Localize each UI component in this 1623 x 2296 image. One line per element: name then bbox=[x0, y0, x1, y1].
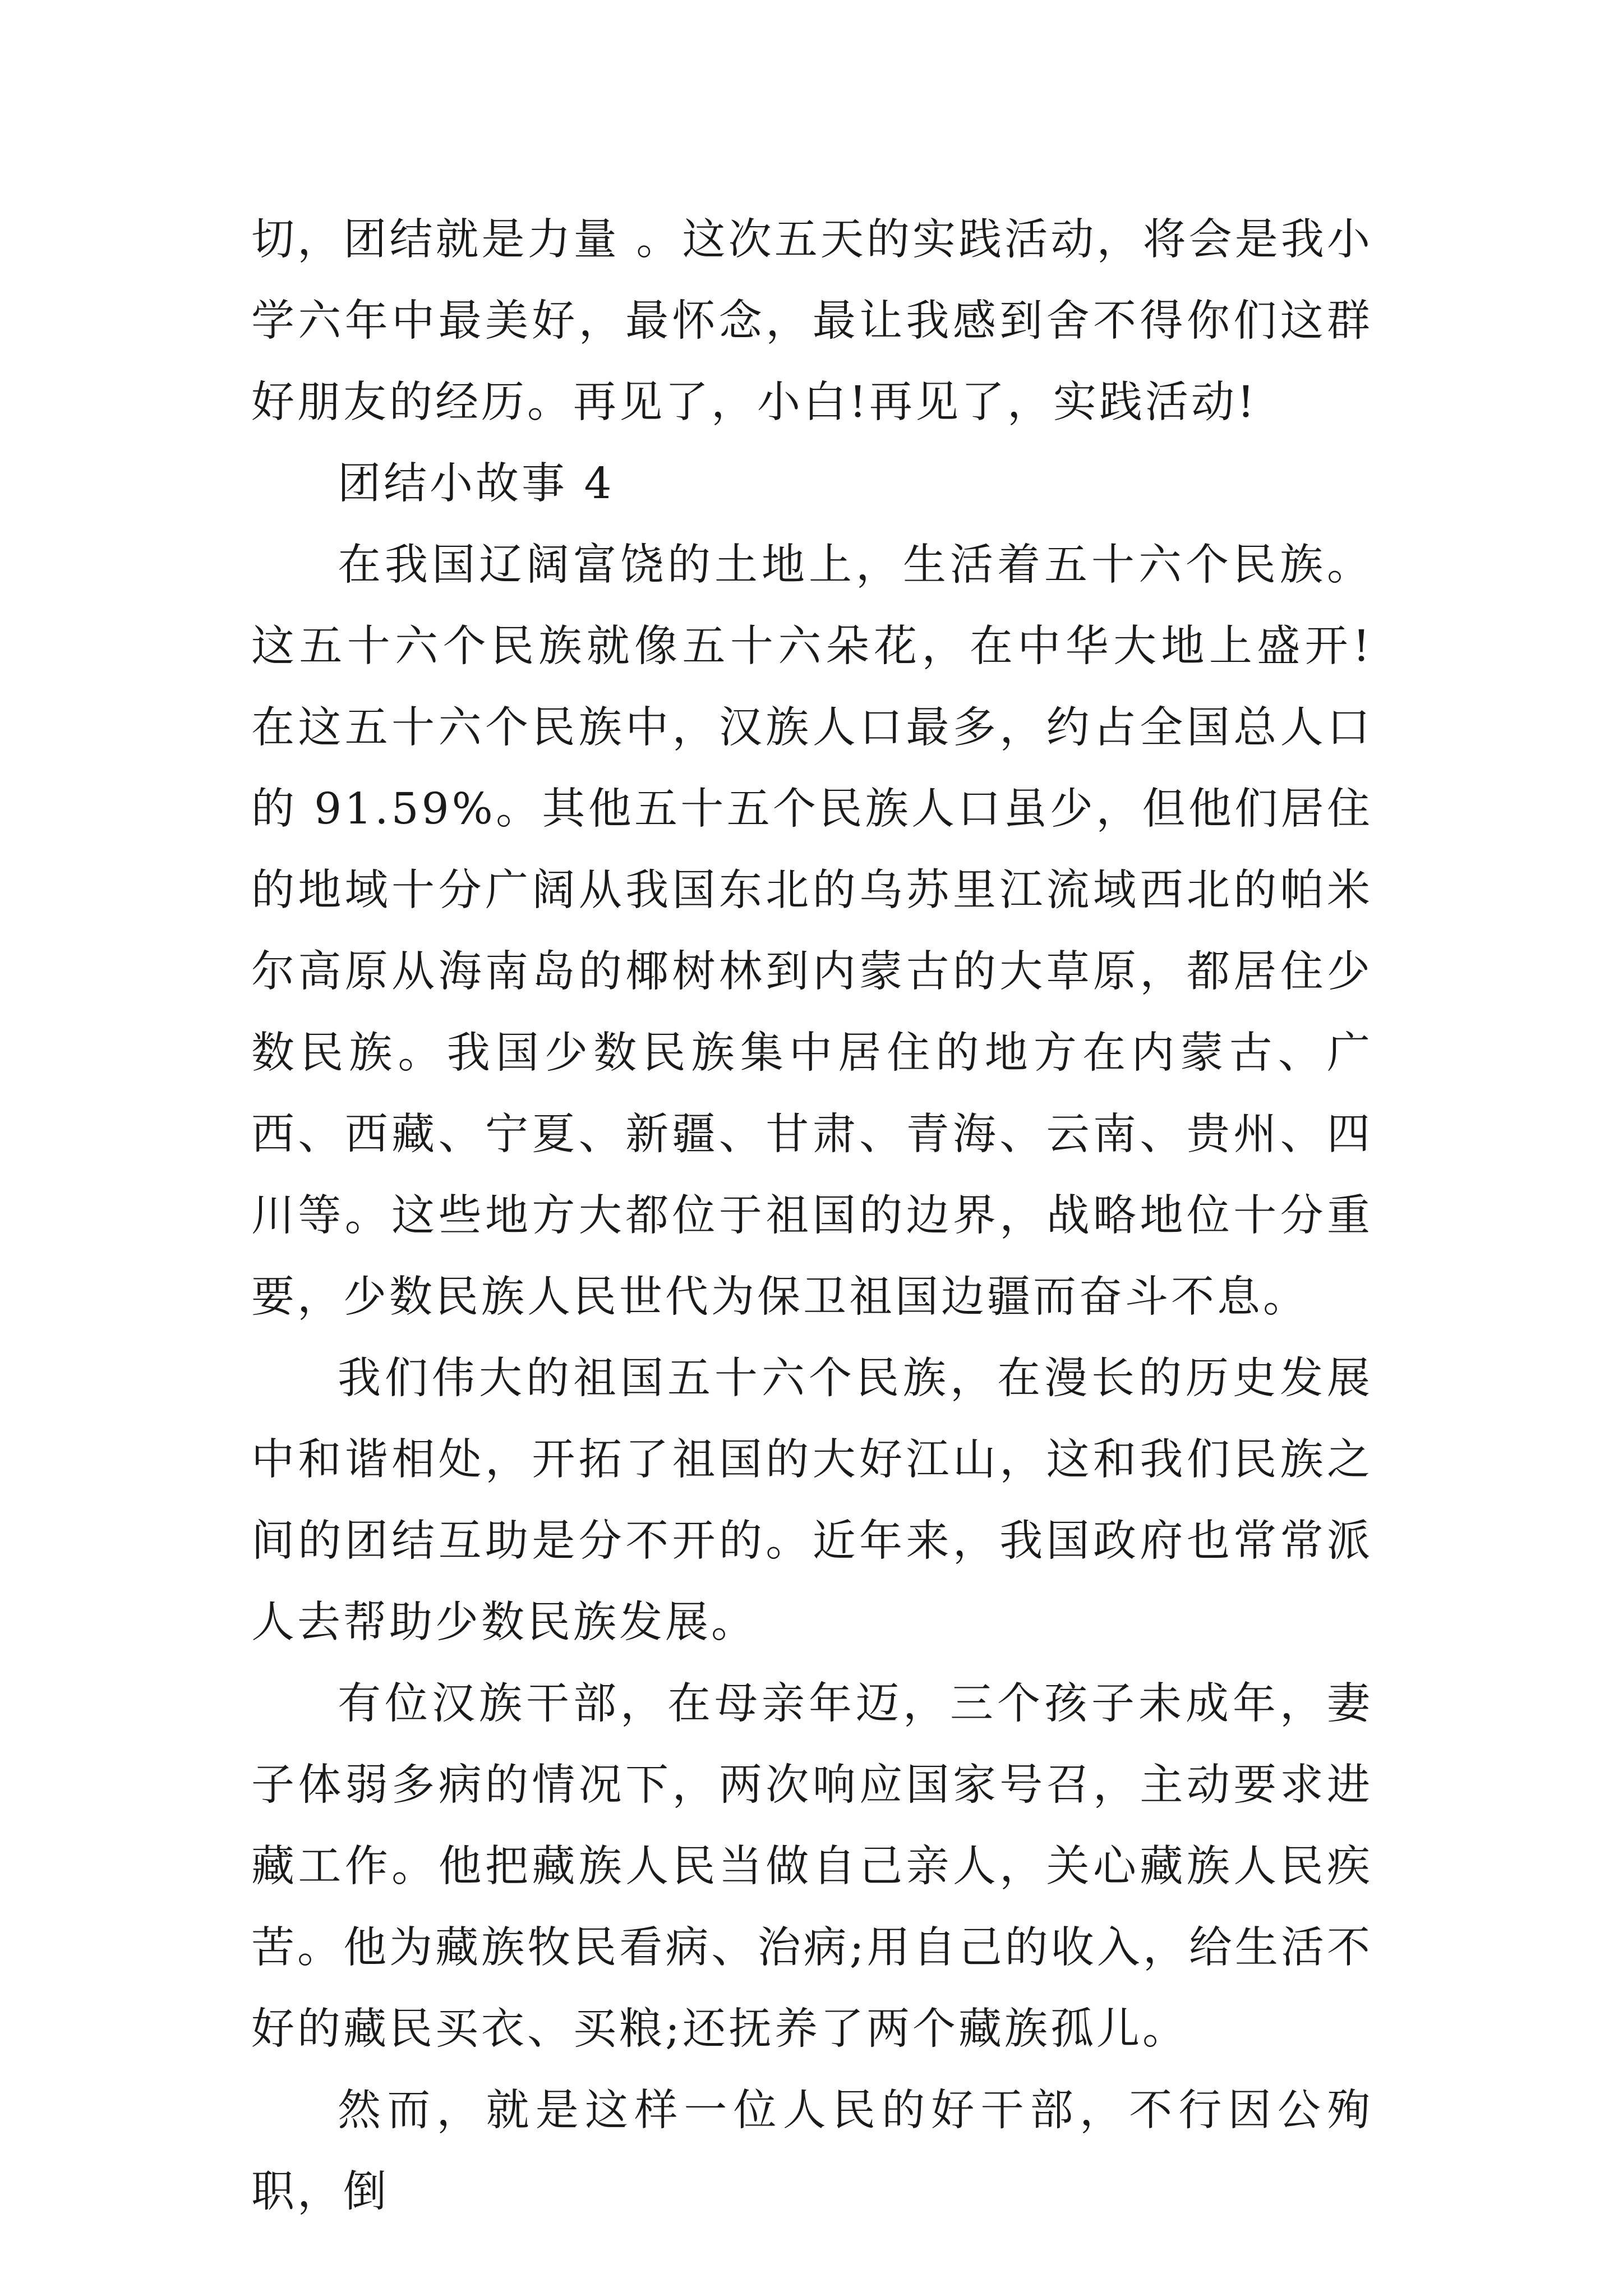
paragraph-cadre: 有位汉族干部，在母亲年迈，三个孩子未成年，妻子体弱多病的情况下，两次响应国家号召，主动要求进藏工作。他把藏族人民当做自己亲人，关心藏族人民疾苦。他为藏族牧民看病、治病;用自己的收入，给生活不好的藏民买衣、买粮;还抚养了两个藏族孤儿。 bbox=[251, 1679, 1373, 2054]
paragraph-continued: 切，团结就是力量 。这次五天的实践活动，将会是我小学六年中最美好，最怀念，最让我感到舍不得你们这群好朋友的经历。再见了，小白!再见了，实践活动! bbox=[251, 215, 1373, 427]
paragraph-however: 然而，就是这样一位人民的好干部，不行因公殉职，倒 bbox=[251, 2086, 1373, 2217]
paragraph-harmony: 我们伟大的祖国五十六个民族，在漫长的历史发展中和谐相处，开拓了祖国的大好江山，这和我们民族之间的团结互助是分不开的。近年来，我国政府也常常派人去帮助少数民族发展。 bbox=[251, 1354, 1373, 1648]
paragraph-ethnic-groups: 在我国辽阔富饶的土地上，生活着五十六个民族。这五十六个民族就像五十六朵花，在中华大地上盛开!在这五十六个民族中，汉族人口最多，约占全国总人口的 91.59%。其他五十五个民族人口虽少，但他们居住的地域十分广阔从我国东北的乌苏里江流域西北的帕米尔高原从海南岛的椰树林到内蒙古的大草原，都居住少数民族。我国少数民族集中居住的地方在内蒙古、广西、西藏、宁夏、新疆、甘肃、青海、云南、贵州、四川等。这些地方大都位于祖国的边界，战略地位十分重要，少数民族人民世代为保卫祖国边疆而奋斗不息。 bbox=[251, 540, 1373, 1322]
document-body bbox=[251, 199, 1373, 2233]
story-heading: 团结小故事 4 bbox=[338, 459, 615, 509]
